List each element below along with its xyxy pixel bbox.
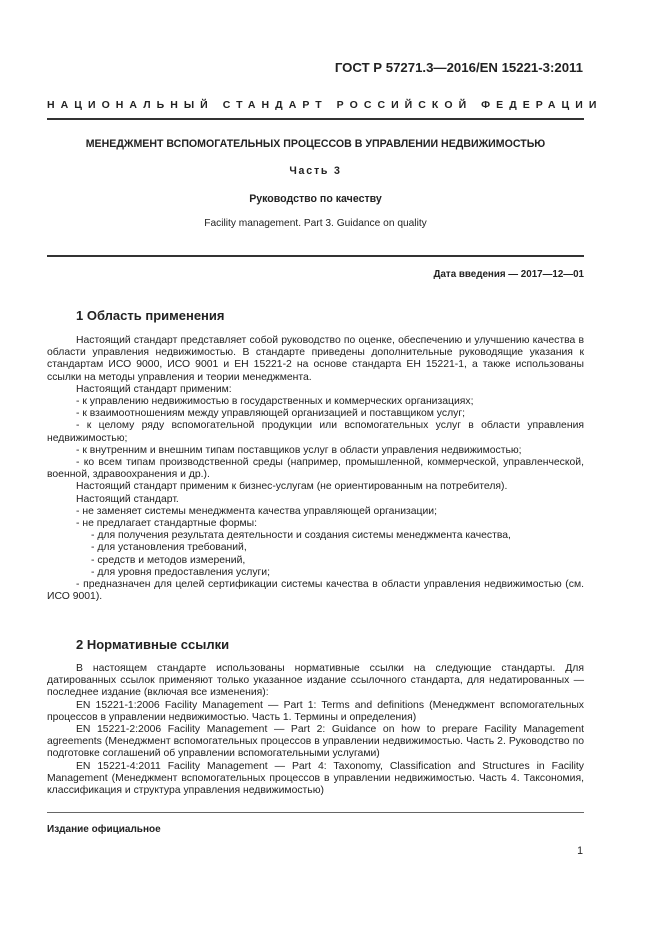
- reference-item: EN 15221-1:2006 Facility Management — Part 1: Terms and definitions (Менеджмент вспомогательных процессов в управлении недвижимостью. Часть 1. Термины и определения): [47, 699, 584, 723]
- footer-divider: [47, 812, 584, 813]
- standard-code: ГОСТ Р 57271.3—2016/EN 15221-3:2011: [334, 60, 583, 75]
- sub-list-item: - для уровня предоставления услуги;: [91, 566, 270, 578]
- list-item: - к управлению недвижимостью в государственных и коммерческих организациях;: [76, 396, 474, 408]
- sub-list-item: - для получения результата деятельности и создания системы менеджмента качества,: [91, 530, 511, 542]
- national-standard-banner: НАЦИОНАЛЬНЫЙ СТАНДАРТ РОССИЙСКОЙ ФЕДЕРАЦИИ: [47, 99, 603, 111]
- reference-item: EN 15221-2:2006 Facility Management — Part 2: Guidance on how to prepare Facility Management agreements (Менеджмент вспомогательных процессов в управлении недвижимостью. Часть 2. Руководство по подготовке соглашений об управлении вспомогательными услугами): [47, 724, 584, 760]
- list-item: - предназначен для целей сертификации системы качества в области управления недвижимостью (см. ИСО 9001).: [47, 579, 584, 603]
- paragraph: Настоящий стандарт применим:: [76, 383, 232, 395]
- paragraph: Настоящий стандарт представляет собой руководство по оценке, обеспечению и улучшению качества в области управления недвижимостью. В стандарте приведены дополнительные руководящие указания к стандартам ИСО 9000, ИСО 9001 и ЕН 15221-2 на основе стандарта ЕН 15221-1, а также использованы ссылки на методы управления и теории менеджмента.: [47, 335, 584, 383]
- section-2-heading: 2 Нормативные ссылки: [76, 637, 230, 652]
- document-subtitle: Руководство по качеству: [249, 193, 382, 205]
- paragraph: В настоящем стандарте использованы нормативные ссылки на следующие стандарты. Для датированных ссылок применяют только указанное издание ссылочного стандарта, для недатированных — последнее издание (включая все изменения):: [47, 663, 584, 699]
- english-title: Facility management. Part 3. Guidance on quality: [204, 218, 427, 229]
- title-divider: [47, 255, 584, 257]
- part-label: Часть 3: [289, 165, 342, 177]
- effective-date: Дата введения — 2017—12—01: [433, 269, 584, 280]
- reference-item: EN 15221-4:2011 Facility Management — Part 4: Taxonomy, Classification and Structures in Facility Management (Менеджмент вспомогательных процессов в управлении недвижимостью. Часть 4. Таксономия, классификация и структура управления недвижимостью): [47, 760, 584, 797]
- paragraph: Настоящий стандарт.: [76, 493, 179, 505]
- section-1-body: [47, 335, 584, 603]
- list-item: - к целому ряду вспомогательной продукции или вспомогательных услуг в области управления недвижимостью;: [47, 420, 584, 444]
- list-item: - к внутренним и внешним типам поставщиков услуг в области управления недвижимостью;: [76, 444, 522, 456]
- section-2-body: [47, 663, 584, 797]
- page-number: 1: [577, 845, 583, 857]
- document-title: МЕНЕДЖМЕНТ ВСПОМОГАТЕЛЬНЫХ ПРОЦЕССОВ В УПРАВЛЕНИИ НЕДВИЖИМОСТЬЮ: [85, 138, 546, 150]
- list-item: - не заменяет системы менеджмента качества управляющей организации;: [76, 505, 437, 517]
- section-1-heading: 1 Область применения: [76, 308, 225, 323]
- list-item: - к взаимоотношениям между управляющей организацией и поставщиком услуг;: [76, 408, 466, 420]
- list-item: - ко всем типам производственной среды (например, промышленной, коммерческой, управленческой, военной, здравоохранения и др.).: [47, 457, 584, 481]
- paragraph: Настоящий стандарт применим к бизнес-услугам (не ориентированным на потребителя).: [76, 481, 508, 493]
- sub-list-item: - средств и методов измерений,: [91, 554, 246, 566]
- top-divider: [47, 118, 584, 120]
- list-item: - не предлагает стандартные формы:: [76, 518, 258, 530]
- edition-label: Издание официальное: [47, 824, 161, 835]
- sub-list-item: - для установления требований,: [91, 542, 247, 554]
